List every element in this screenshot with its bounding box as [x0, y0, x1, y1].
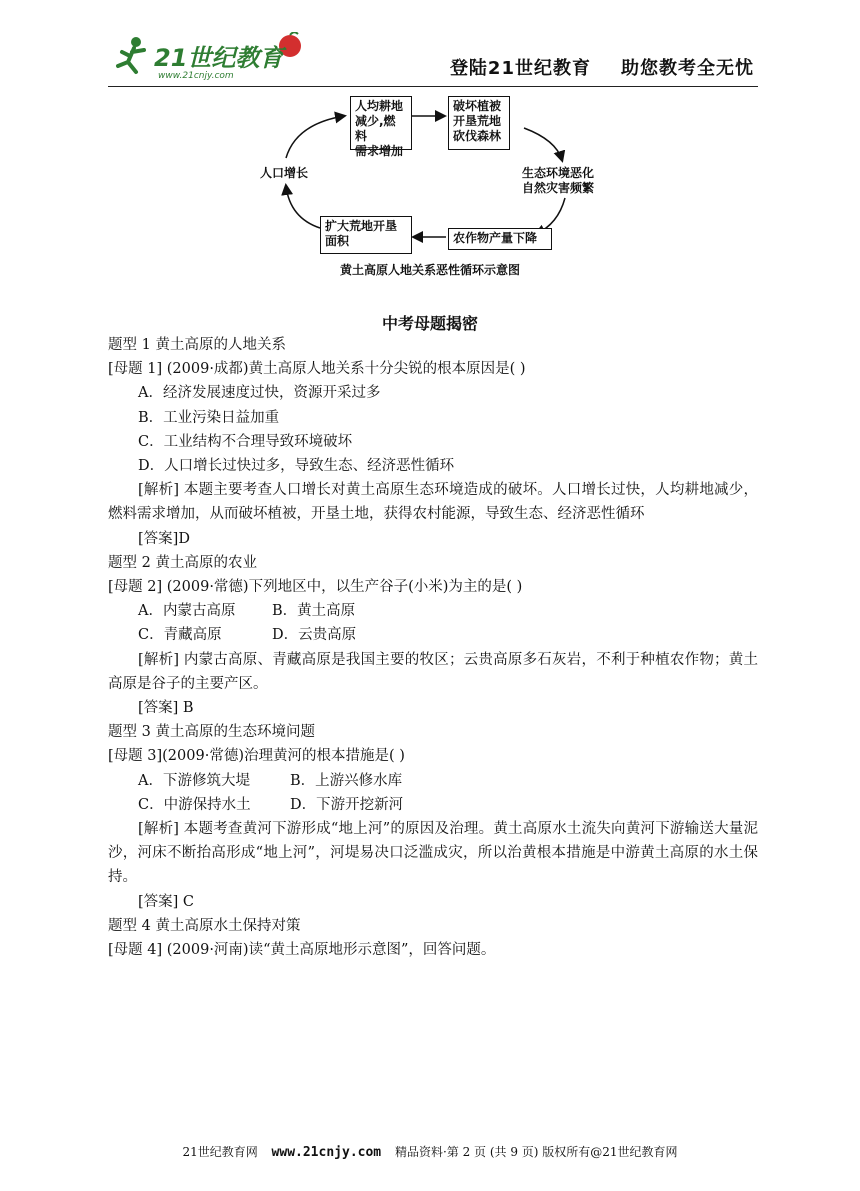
footer-url-link[interactable]: www.21cnjy.com [271, 1145, 382, 1160]
question-stem: [母题 2] (2009·常德)下列地区中，以生产谷子(小米)为主的是( ) [108, 579, 523, 596]
topic-heading: 题型 2 黄土高原的农业 [108, 554, 257, 571]
option-b: B．黄土高原 [272, 603, 356, 620]
node-expand-reclamation [320, 216, 412, 254]
option-c: C．青藏高原 [138, 627, 222, 644]
svg-text:www.21cnjy.com: www.21cnjy.com [158, 71, 234, 81]
node-line: 人均耕地 [355, 99, 404, 113]
cycle-diagram [240, 88, 620, 288]
node-line: 生态环境恶化 [522, 166, 595, 180]
option-d: D．下游开挖新河 [290, 796, 404, 813]
option-row [108, 793, 758, 817]
option-b: B．工业污染日益加重 [138, 409, 280, 426]
node-crop-decline [448, 228, 552, 250]
question-stem: [母题 1] (2009·成都)黄土高原人地关系十分尖锐的根本原因是( ) [108, 361, 526, 378]
topic-heading: 题型 4 黄土高原水土保持对策 [108, 917, 301, 934]
option-a: A．经济发展速度过快，资源开采过多 [138, 385, 381, 402]
option-b: B．上游兴修水库 [290, 772, 403, 789]
option-a: A．内蒙古高原 [138, 603, 236, 620]
footer-info: 精品资料·第 2 页 (共 9 页) 版权所有@21世纪教育网 [394, 1145, 678, 1159]
option-c: C．中游保持水土 [138, 796, 251, 813]
option-d: D．人口增长过快过多，导致生态、经济恶性循环 [138, 458, 455, 475]
analysis: [解析] 本题主要考查人口增长对黄土高原生态环境造成的破坏。人口增长过快，人均耕地减少，燃料需求增加，从而破坏植被，开垦土地，获得农村能源，导致生态、经济恶性循环 [108, 482, 758, 523]
node-line: 需求增加 [355, 144, 404, 158]
topic-heading: 题型 1 黄土高原的人地关系 [108, 337, 286, 353]
node-population-growth [260, 166, 308, 181]
option-d: D．云贵高原 [272, 627, 357, 644]
node-line: 开垦荒地 [453, 114, 502, 128]
option-row [108, 599, 758, 623]
option-a: A．下游修筑大堤 [138, 772, 250, 789]
diagram-caption: 黄土高原人地关系恶性循环示意图 [340, 263, 521, 277]
node-ecology-worsen [522, 166, 594, 196]
svg-text:21世纪教育: 21世纪教育 [154, 44, 284, 72]
section-title: 中考母题揭密 [381, 314, 478, 333]
node-line: 农作物产量下降 [453, 231, 538, 245]
footer-site: 21世纪教育网 [182, 1145, 258, 1159]
page-header [108, 30, 758, 87]
answer: [答案] C [138, 893, 195, 910]
node-line: 人口增长 [260, 166, 309, 180]
question-content [108, 333, 758, 962]
answer: [答案]D [138, 530, 190, 547]
option-row [108, 769, 758, 793]
slogan-right: 助您教考全无忧 [621, 58, 754, 79]
node-line: 减少,燃料 [355, 114, 396, 143]
node-line: 破坏植被 [453, 99, 502, 113]
page-footer [0, 1143, 860, 1160]
node-line: 砍伐森林 [453, 129, 502, 143]
header-slogan [450, 54, 754, 80]
question-stem: [母题 3](2009·常德)治理黄河的根本措施是( ) [108, 748, 405, 765]
answer: [答案] B [138, 700, 194, 717]
node-cultivated-land [350, 96, 412, 158]
node-line: 面积 [325, 234, 350, 248]
question-stem: [母题 4] (2009·河南)读“黄土高原地形示意图”，回答问题。 [108, 942, 496, 959]
option-row [108, 623, 758, 647]
node-destroy-vegetation [448, 96, 510, 150]
option-c: C．工业结构不合理导致环境破坏 [138, 433, 353, 450]
node-line: 自然灾害频繁 [522, 181, 595, 195]
analysis: [解析] 内蒙古高原、青藏高原是我国主要的牧区；云贵高原多石灰岩，不利于种植农作物；黄土高原是谷子的主要产区。 [108, 651, 758, 692]
node-line: 扩大荒地开垦 [325, 219, 398, 233]
analysis: [解析] 本题考查黄河下游形成“地上河”的原因及治理。黄土高原水土流失向黄河下游输送大量泥沙，河床不断抬高形成“地上河”，河堤易决口泛滥成灾，所以治黄根本措施是中游黄土高原的水土保持。 [108, 821, 758, 886]
site-logo[interactable] [114, 32, 314, 82]
slogan-left: 登陆21世纪教育 [449, 58, 591, 79]
topic-heading: 题型 3 黄土高原的生态环境问题 [108, 724, 315, 741]
